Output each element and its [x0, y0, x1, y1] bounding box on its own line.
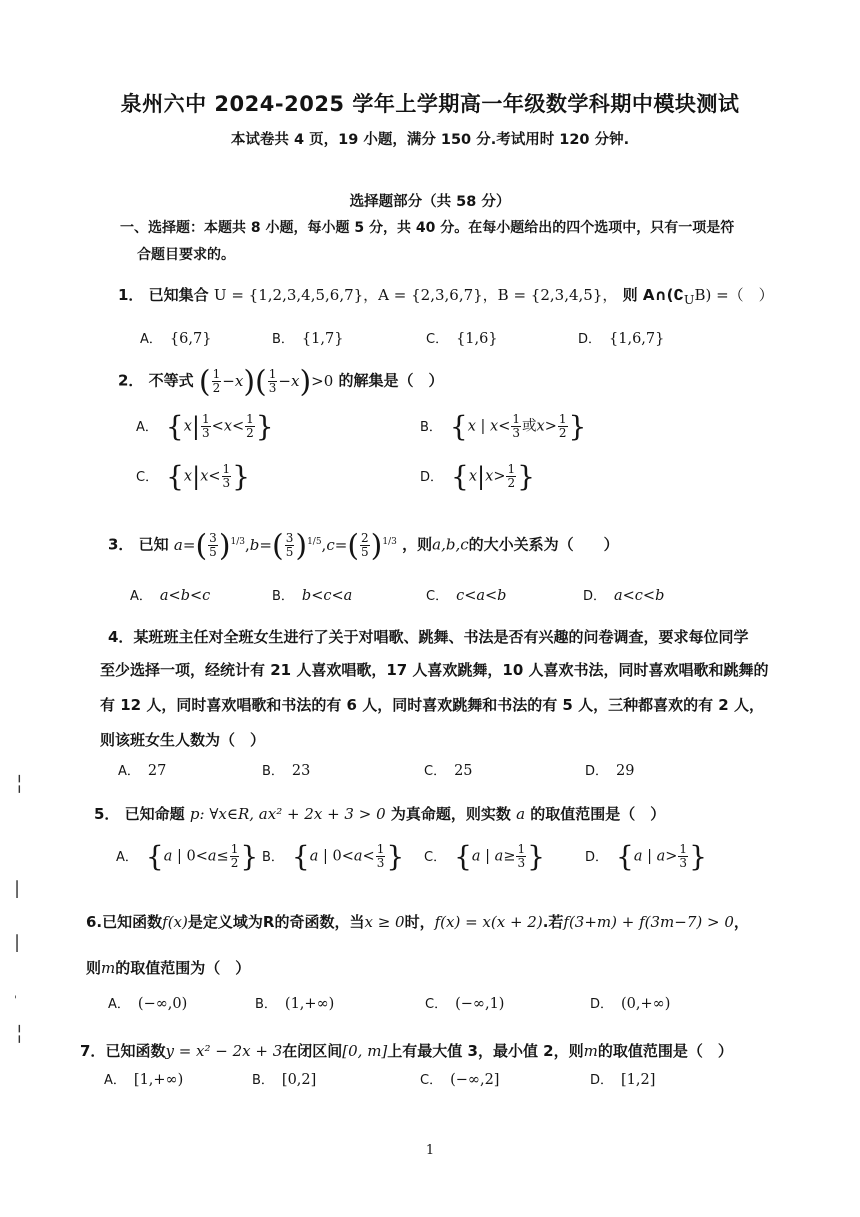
q5-option-c[interactable]: C． {a | a≥ $\frac{1}{3}$ }	[424, 840, 545, 873]
q7-option-b[interactable]: B． [0,2]	[252, 1072, 317, 1088]
section-instruction-line2: 合题目要求的。	[137, 247, 235, 263]
q4-option-d[interactable]: D． 29	[585, 763, 635, 779]
q5-option-a[interactable]: A． {a | 0<a≤ $\frac{1}{2}$ }	[116, 840, 259, 873]
question-1-stem: 1． 已知集合 U = {1,2,3,4,5,6,7}，A = {2,3,6,7}，B = {2,3,4,5}， 则 $A\cap(∁_UB)$ =（ ）	[118, 286, 774, 307]
question-3-stem: 3． 已知 a=( $\frac{3}{5}$ )$^{1/3}$,b=( $\frac{3}{5}$ )$^{1/5}$,c=( $\frac{2}{5}$ )$^{1/3}$ ，则a,b,c的大小关系为（ ）	[108, 528, 619, 563]
question-6-stem: 6.已知函数f(x)是定义域为R的奇函数，当x ≥ 0时，f(x) = x(x + 2).若f(3+m) + f(3m−7) > 0，	[86, 913, 749, 931]
question-4-line1: 4．某班班主任对全班女生进行了关于对唱歌、跳舞、书法是否有兴趣的问卷调查，要求每位同学	[108, 628, 749, 646]
q2-option-d[interactable]: D． {x|x> $\frac{1}{2}$ }	[420, 460, 535, 493]
q7-option-d[interactable]: D． [1,2]	[590, 1072, 656, 1088]
binding-mark: '	[14, 995, 17, 1006]
exam-title: 泉州六中 2024-2025 学年上学期高一年级数学科期中模块测试	[120, 92, 740, 116]
question-6-line2: 则m的取值范围为（ ）	[86, 959, 251, 977]
proposition-formula: p: ∀x∈R, ax² + 2x + 3 > 0	[189, 805, 386, 823]
q4-option-a[interactable]: A． 27	[118, 763, 167, 779]
binding-mark: ╎	[14, 1024, 25, 1045]
q1-option-d[interactable]: D． {1,6,7}	[578, 331, 665, 347]
q6-option-c[interactable]: C． (−∞,1)	[425, 996, 505, 1012]
binding-mark: |	[14, 878, 21, 899]
section-heading: 选择题部分（共 58 分）	[349, 194, 511, 210]
q3-option-d[interactable]: D． a<c<b	[583, 588, 665, 604]
question-4-line4: 则该班女生人数为（ ）	[100, 731, 266, 749]
q1-option-b[interactable]: B． {1,7}	[272, 331, 344, 347]
q4-option-b[interactable]: B． 23	[262, 763, 311, 779]
exam-subtitle: 本试卷共 4 页，19 小题，满分 150 分.考试用时 120 分钟.	[230, 132, 630, 148]
q2-option-c[interactable]: C． {x|x< $\frac{1}{3}$ }	[136, 460, 250, 493]
set-definitions: U = {1,2,3,4,5,6,7}，A = {2,3,6,7}，B = {2,3,4,5}，	[213, 286, 618, 304]
question-2-stem: 2． 不等式 ( $\frac{1}{2}$ −x)( $\frac{1}{3}$ −x)>0 的解集是（ ）	[118, 364, 444, 399]
binding-mark: ╎	[14, 774, 25, 795]
q2-option-b[interactable]: B． {x | x< $\frac{1}{3}$ 或x> $\frac{1}{2}$ }	[420, 410, 587, 443]
q5-option-d[interactable]: D． {a | a> $\frac{1}{3}$ }	[585, 840, 707, 873]
q3-option-a[interactable]: A． a<b<c	[130, 588, 211, 604]
q3-option-b[interactable]: B． b<c<a	[272, 588, 353, 604]
q7-option-c[interactable]: C． (−∞,2]	[420, 1072, 500, 1088]
q6-option-b[interactable]: B． (1,+∞)	[255, 996, 335, 1012]
q1-option-a[interactable]: A． {6,7}	[140, 331, 212, 347]
q5-option-b[interactable]: B． {a | 0<a< $\frac{1}{3}$ }	[262, 840, 405, 873]
binding-mark: |	[14, 932, 21, 953]
question-number: 1．	[118, 286, 144, 304]
abc-definitions: a=( $\frac{3}{5}$ )$^{1/3}$,b=( $\frac{3}{5}$ )$^{1/5}$,c=( $\frac{2}{5}$ )$^{1/3}$	[173, 528, 397, 563]
question-5-stem: 5． 已知命题 p: ∀x∈R, ax² + 2x + 3 > 0 为真命题，则实数 a 的取值范围是（ ）	[94, 805, 666, 823]
q3-option-c[interactable]: C． c<a<b	[426, 588, 507, 604]
page-number: 1	[425, 1143, 435, 1158]
inequality-formula: ( $\frac{1}{2}$ −x)( $\frac{1}{3}$ −x)>0	[198, 364, 334, 399]
q6-option-a[interactable]: A． (−∞,0)	[108, 996, 188, 1012]
section-instruction-line1: 一、选择题：本题共 8 小题，每小题 5 分，共 40 分。在每小题给出的四个选项中，只有一项是符	[120, 220, 735, 236]
q7-option-a[interactable]: A． [1,+∞)	[104, 1072, 184, 1088]
q4-option-c[interactable]: C． 25	[424, 763, 473, 779]
question-4-line3: 有 12 人，同时喜欢唱歌和书法的有 6 人，同时喜欢跳舞和书法的有 5 人，三种都喜欢的有 2 人，	[100, 696, 764, 714]
question-4-line2: 至少选择一项，经统计有 21 人喜欢唱歌，17 人喜欢跳舞，10 人喜欢书法，同时喜欢唱歌和跳舞的	[100, 661, 769, 679]
question-7-stem: 7．已知函数y = x² − 2x + 3在闭区间[0, m]上有最大值 3，最小值 2，则m的取值范围是（ ）	[80, 1042, 733, 1060]
q2-option-a[interactable]: A． {x| $\frac{1}{3}$ <x< $\frac{1}{2}$ }	[136, 410, 274, 443]
q1-option-c[interactable]: C． {1,6}	[426, 331, 498, 347]
q6-option-d[interactable]: D． (0,+∞)	[590, 996, 671, 1012]
